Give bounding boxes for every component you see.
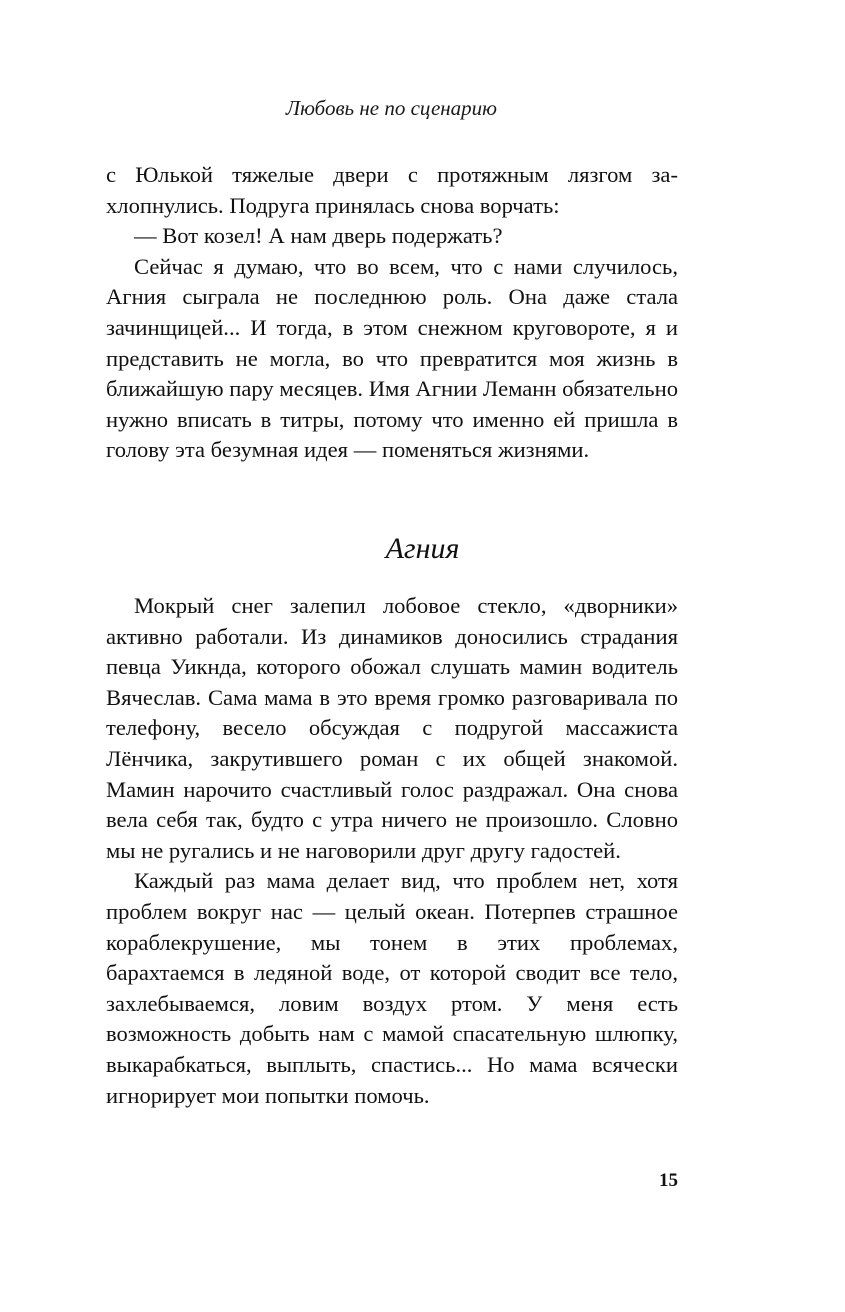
paragraph: с Юлькой тяжелые двери с протяжным лязгом захлопнулись. Подруга принялась снова ворчать: xyxy=(106,162,678,218)
paragraph: — Вот козел! А нам дверь подержать? xyxy=(134,223,503,249)
page-number: 15 xyxy=(659,1170,678,1191)
paragraph: Сейчас я думаю, что во всем, что с нами случилось, Агния сыграла не последнюю роль. Она даже стала зачинщицей... И тогда, в этом снежном круговороте, я и представить не могла, во что превратится моя жизнь в ближайшую пару месяцев. Имя Агнии Леманн обязательно нужно вписать в титры, потому что именно ей пришла в голову эта безумная идея — поменяться жизнями. xyxy=(106,253,678,463)
paragraph: Мокрый снег залепил лобовое стекло, «дворники» активно работали. Из динамиков доносились страдания певца Уикнда, которого обожал слушать мамин водитель Вячеслав. Сама мама в это время громко разговаривала по телефону, весело обсуждая с подругой массажиста Лёнчика, закрутившего роман с их общей знакомой. Мамин нарочито счастливый голос раздражал. Она снова вела себя так, будто с утра ничего не произошло. Словно мы не ругались и не наговорили друг другу гадостей. xyxy=(106,593,678,863)
text-section-before xyxy=(106,160,678,466)
text-section-after xyxy=(106,591,678,1111)
running-header: Любовь не по сценарию xyxy=(285,96,497,120)
chapter-title: Агния xyxy=(385,532,460,565)
paragraph: Каждый раз мама делает вид, что проблем нет, хотя проблем вокруг нас — целый океан. Потерпев страшное кораблекрушение, мы тонем в этих проблемах, барахтаемся в ледяной воде, от которой сводит все тело, захлебываемся, ловим воздух ртом. У меня есть возможность добыть нам с мамой спасательную шлюпку, выкарабкаться, выплыть, спастись... Но мама всячески игнорирует мои попытки помочь. xyxy=(106,868,678,1108)
